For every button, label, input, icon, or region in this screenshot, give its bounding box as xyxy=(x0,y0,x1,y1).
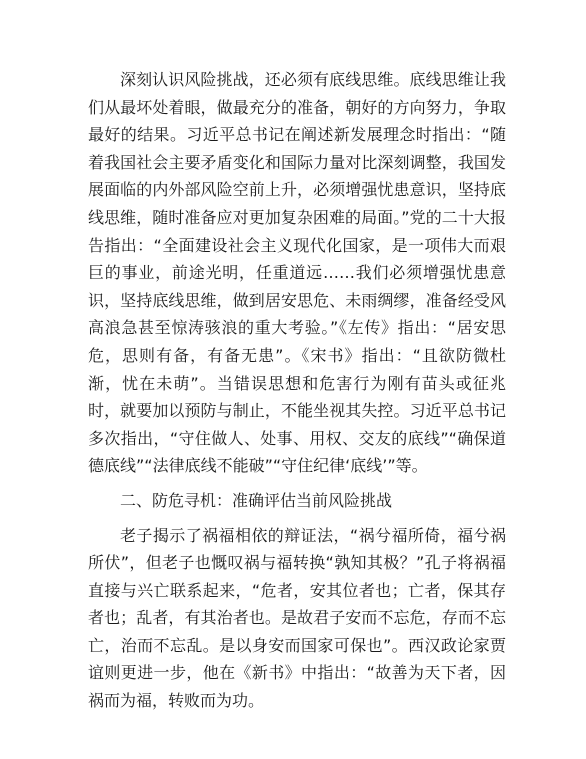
document-body xyxy=(88,66,506,715)
section-heading: 二、防危寻机：准确评估当前风险挑战 xyxy=(120,490,393,510)
body-paragraph: 老子揭示了祸福相依的辩证法，“祸兮福所倚，福兮祸所伏”，但老子也慨叹祸与福转换“孰知其极？”孔子将祸福直接与兴亡联系起来，“危者，安其位者也；亡者，保其存者也；乱者，有其治者也。是故君子安而不忘危，存而不忘亡，治而不忘乱。是以身安而国家可保也”。西汉政论家贾谊则更进一步，他在《新书》中指出：“故善为天下者，因祸而为福，转败而为功。 xyxy=(88,525,506,711)
body-paragraph: 深刻认识风险挑战，还必须有底线思维。底线思维让我们从最坏处着眼，做最充分的准备，朝好的方向努力，争取最好的结果。习近平总书记在阐述新发展理念时指出：“随着我国社会主要矛盾变化和国际力量对比深刻调整，我国发展面临的内外部风险空前上升，必须增强忧患意识，坚持底线思维，随时准备应对更加复杂困难的局面。”党的二十大报告指出：“全面建设社会主义现代化国家，是一项伟大而艰巨的事业，前途光明，任重道远……我们必须增强忧患意识，坚持底线思维，做到居安思危、未雨绸缪，准备经受风高浪急甚至惊涛骇浪的重大考验。”《左传》指出：“居安思危，思则有备，有备无患”。《宋书》指出：“且欲防微杜渐，忧在未萌”。当错误思想和危害行为刚有苗头或征兆时，就要加以预防与制止，不能坐视其失控。习近平总书记多次指出，“守住做人、处事、用权、交友的底线”“确保道德底线”“法律底线不能破”“守住纪律‘底线’”等。 xyxy=(88,70,506,476)
